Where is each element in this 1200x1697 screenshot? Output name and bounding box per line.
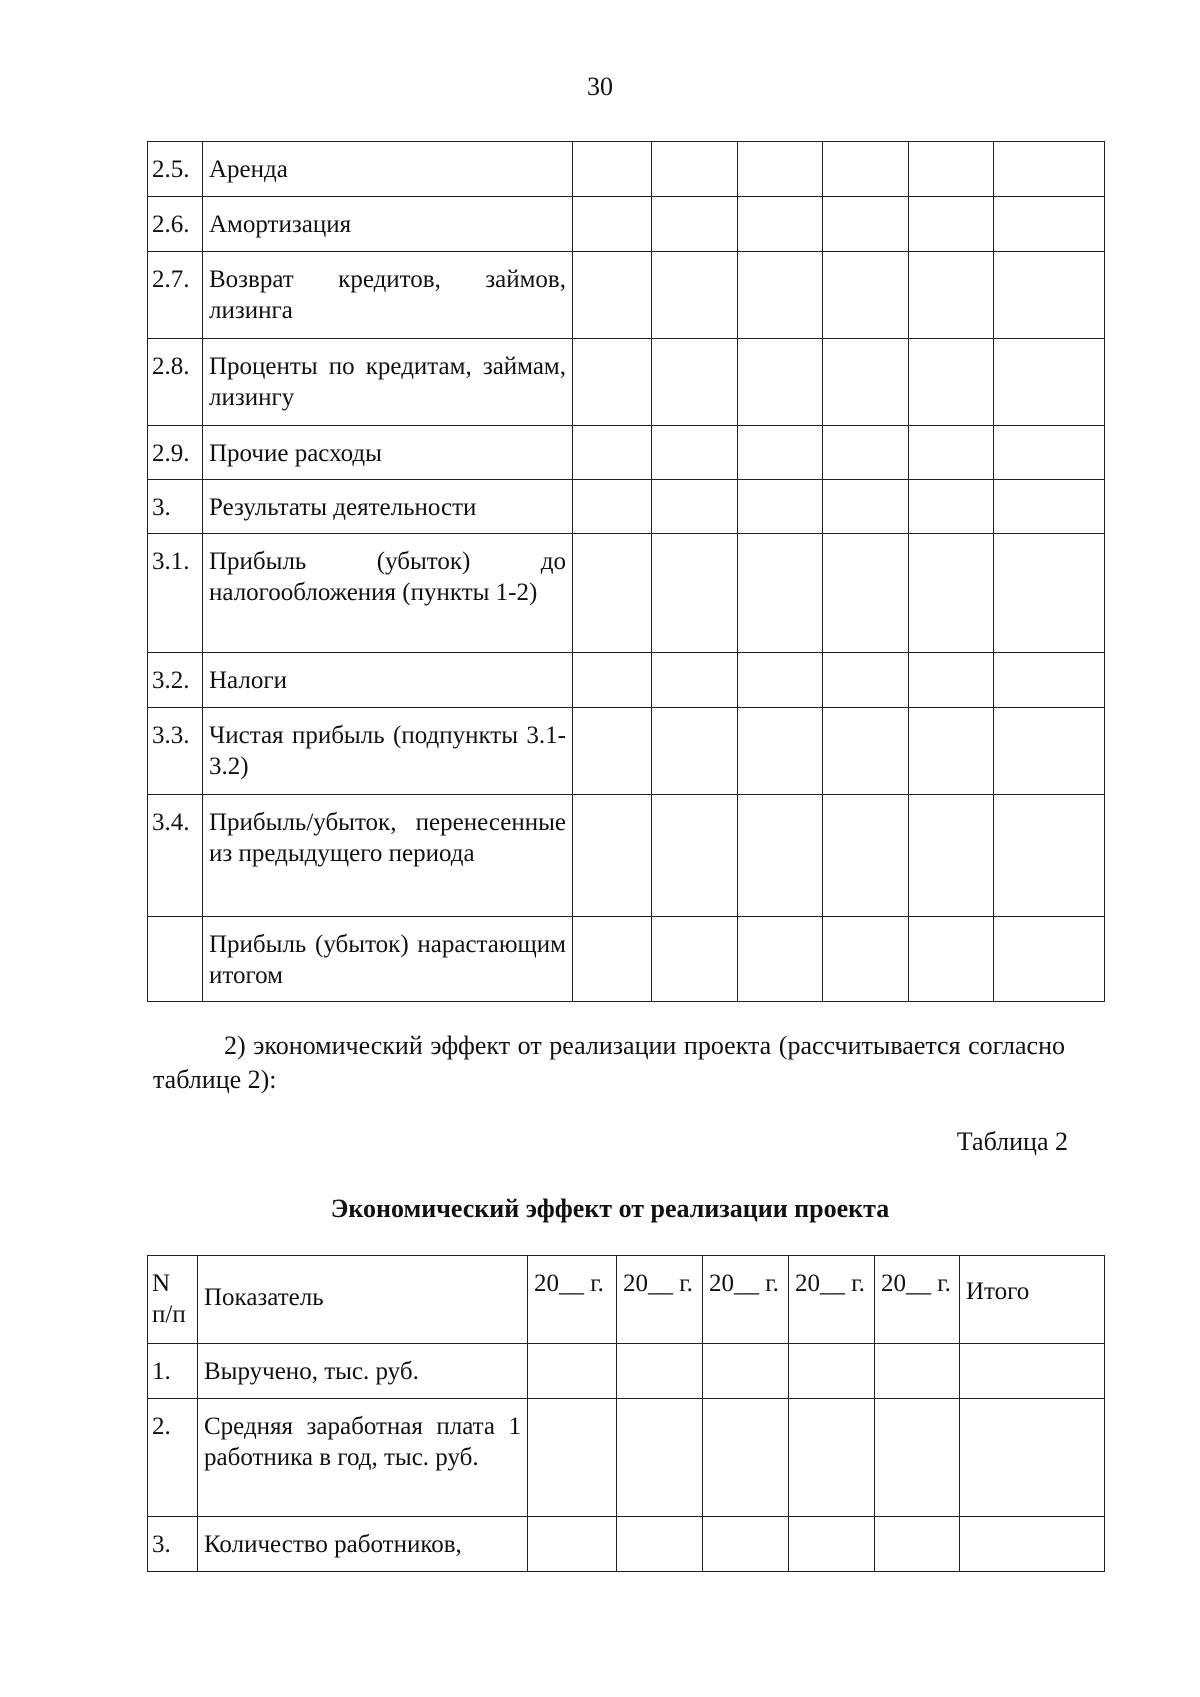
table-row: [148, 252, 1105, 339]
value-cell: [617, 1399, 703, 1517]
page-number: 30: [587, 72, 613, 101]
value-cell: [909, 252, 994, 339]
value-cell: [960, 1344, 1105, 1399]
table-row: [148, 917, 1105, 1002]
row-number: 2.6.: [148, 197, 203, 252]
value-cell: [994, 142, 1105, 197]
row-label: Результаты деятельности: [203, 480, 573, 534]
row-label: Прочие расходы: [203, 426, 573, 480]
row-number: 3.: [148, 480, 203, 534]
value-cell: [823, 917, 909, 1002]
row-label: Прибыль (убыток) нарастающим итогом: [203, 917, 573, 1002]
value-cell: [994, 534, 1105, 653]
value-cell: [960, 1399, 1105, 1517]
value-cell: [738, 339, 823, 426]
row-number: 3.: [148, 1517, 198, 1572]
value-cell: [823, 142, 909, 197]
value-cell: [738, 653, 823, 708]
row-number: 3.3.: [148, 708, 203, 795]
header-year: 20__ г.: [703, 1256, 789, 1344]
value-cell: [738, 197, 823, 252]
table-row: [148, 534, 1105, 653]
value-cell: [909, 480, 994, 534]
value-cell: [652, 917, 738, 1002]
value-cell: [652, 197, 738, 252]
header-year: 20__ г.: [617, 1256, 703, 1344]
row-number: 3.2.: [148, 653, 203, 708]
row-number: 2.: [148, 1399, 198, 1517]
value-cell: [909, 339, 994, 426]
value-cell: [738, 426, 823, 480]
header-row: [148, 1256, 1105, 1344]
table-row: [148, 426, 1105, 480]
table-row: [148, 653, 1105, 708]
row-number: 3.4.: [148, 795, 203, 917]
header-year: 20__ г.: [875, 1256, 960, 1344]
value-cell: [573, 795, 652, 917]
table-row: [148, 1517, 1105, 1572]
value-cell: [789, 1399, 875, 1517]
value-cell: [573, 917, 652, 1002]
row-number: 2.7.: [148, 252, 203, 339]
value-cell: [823, 197, 909, 252]
row-number: 2.9.: [148, 426, 203, 480]
value-cell: [573, 142, 652, 197]
row-label: Аренда: [203, 142, 573, 197]
value-cell: [909, 534, 994, 653]
value-cell: [738, 142, 823, 197]
value-cell: [823, 534, 909, 653]
row-label: Проценты по кредитам, займам, лизингу: [203, 339, 573, 426]
value-cell: [960, 1517, 1105, 1572]
table-row: [148, 142, 1105, 197]
row-label: Чистая прибыль (подпункты 3.1-3.2): [203, 708, 573, 795]
table-row: [148, 708, 1105, 795]
row-number: [148, 917, 203, 1002]
value-cell: [823, 480, 909, 534]
header-total: Итого: [960, 1256, 1105, 1344]
row-label: Средняя заработная плата 1 работника в год, тыс. руб.: [198, 1399, 528, 1517]
row-label: Выручено, тыс. руб.: [198, 1344, 528, 1399]
economic-effect-table: [147, 1255, 1105, 1572]
row-label: Возврат кредитов, займов, лизинга: [203, 252, 573, 339]
value-cell: [652, 142, 738, 197]
value-cell: [573, 653, 652, 708]
row-label: Амортизация: [203, 197, 573, 252]
table-row: [148, 197, 1105, 252]
value-cell: [994, 426, 1105, 480]
value-cell: [823, 252, 909, 339]
value-cell: [738, 252, 823, 339]
value-cell: [823, 708, 909, 795]
value-cell: [652, 795, 738, 917]
row-label: Прибыль (убыток) до налогообложения (пункты 1-2): [203, 534, 573, 653]
row-label: Прибыль/убыток, перенесенные из предыдущего периода: [203, 795, 573, 917]
value-cell: [909, 708, 994, 795]
value-cell: [738, 708, 823, 795]
value-cell: [617, 1517, 703, 1572]
value-cell: [909, 653, 994, 708]
value-cell: [652, 480, 738, 534]
value-cell: [573, 708, 652, 795]
value-cell: [875, 1399, 960, 1517]
table-row: [148, 480, 1105, 534]
header-year: 20__ г.: [528, 1256, 617, 1344]
value-cell: [652, 426, 738, 480]
row-number: 3.1.: [148, 534, 203, 653]
row-number: 2.5.: [148, 142, 203, 197]
value-cell: [994, 795, 1105, 917]
value-cell: [994, 197, 1105, 252]
value-cell: [703, 1399, 789, 1517]
value-cell: [875, 1344, 960, 1399]
value-cell: [652, 708, 738, 795]
header-indicator: Показатель: [198, 1256, 528, 1344]
header-year: 20__ г.: [789, 1256, 875, 1344]
value-cell: [573, 339, 652, 426]
value-cell: [789, 1344, 875, 1399]
table-row: [148, 339, 1105, 426]
value-cell: [652, 534, 738, 653]
value-cell: [652, 653, 738, 708]
value-cell: [994, 917, 1105, 1002]
value-cell: [528, 1517, 617, 1572]
value-cell: [652, 252, 738, 339]
value-cell: [703, 1344, 789, 1399]
body-paragraph: 2) экономический эффект от реализации проекта (рассчитывается согласно таблице 2):: [153, 1031, 1065, 1094]
value-cell: [573, 480, 652, 534]
value-cell: [875, 1517, 960, 1572]
value-cell: [909, 197, 994, 252]
value-cell: [703, 1517, 789, 1572]
value-cell: [823, 339, 909, 426]
table-number-label: Таблица 2: [956, 1127, 1068, 1156]
row-label: Количество работников,: [198, 1517, 528, 1572]
financial-plan-table: [147, 141, 1105, 1002]
value-cell: [528, 1399, 617, 1517]
value-cell: [573, 426, 652, 480]
value-cell: [909, 917, 994, 1002]
table-row: [148, 1344, 1105, 1399]
value-cell: [738, 480, 823, 534]
table-title: Экономический эффект от реализации проекта: [330, 1194, 890, 1223]
value-cell: [738, 917, 823, 1002]
row-number: 1.: [148, 1344, 198, 1399]
value-cell: [823, 653, 909, 708]
value-cell: [994, 708, 1105, 795]
table-row: [148, 1399, 1105, 1517]
row-number: 2.8.: [148, 339, 203, 426]
value-cell: [994, 653, 1105, 708]
row-label: Налоги: [203, 653, 573, 708]
value-cell: [573, 197, 652, 252]
value-cell: [573, 534, 652, 653]
value-cell: [652, 339, 738, 426]
value-cell: [994, 339, 1105, 426]
value-cell: [909, 426, 994, 480]
value-cell: [909, 795, 994, 917]
value-cell: [617, 1344, 703, 1399]
value-cell: [823, 795, 909, 917]
value-cell: [823, 426, 909, 480]
value-cell: [994, 480, 1105, 534]
value-cell: [573, 252, 652, 339]
value-cell: [738, 795, 823, 917]
value-cell: [738, 534, 823, 653]
value-cell: [789, 1517, 875, 1572]
value-cell: [994, 252, 1105, 339]
value-cell: [909, 142, 994, 197]
table-row: [148, 795, 1105, 917]
header-num: N п/п: [148, 1256, 198, 1344]
value-cell: [528, 1344, 617, 1399]
